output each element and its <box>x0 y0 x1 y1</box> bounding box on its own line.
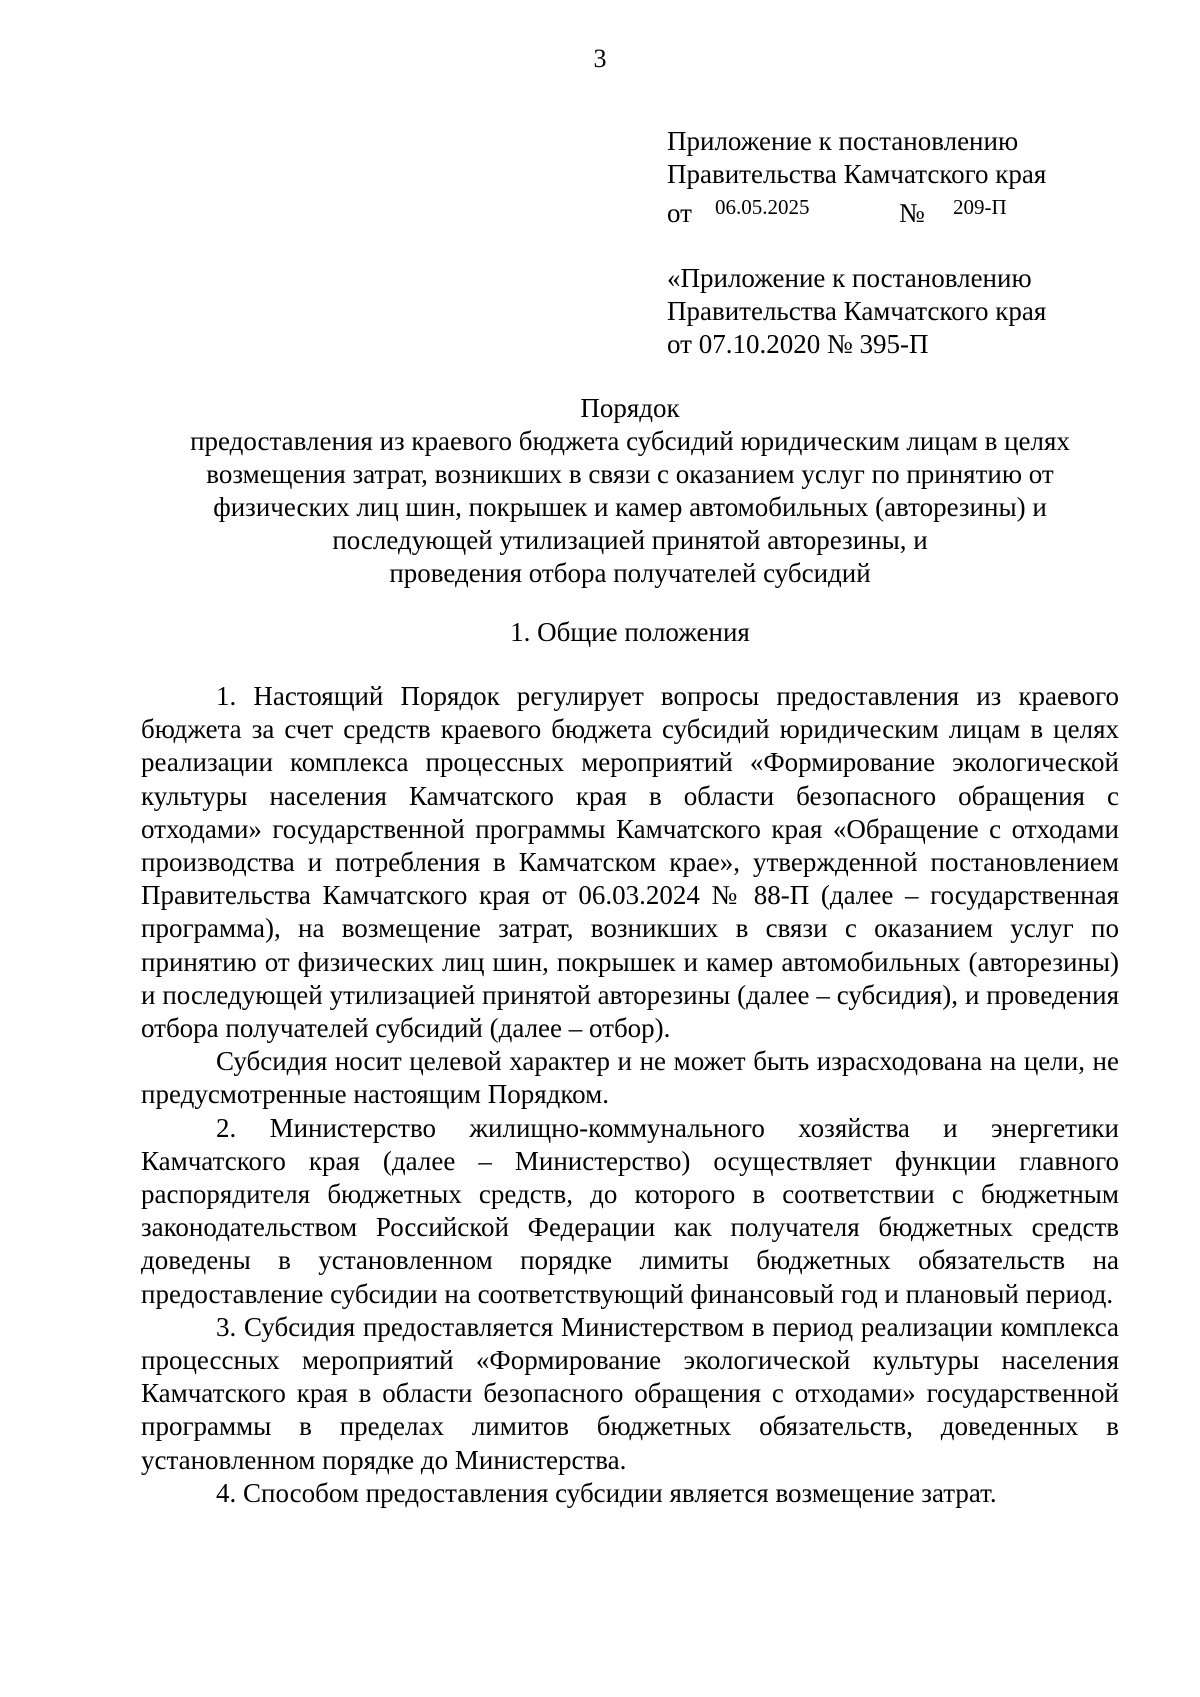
appendix-previous-block <box>667 262 1137 361</box>
appendix-current-line1: Приложение к постановлению <box>667 126 1019 156</box>
resolution-number: 209-П <box>953 195 1007 219</box>
title-heading: Порядок <box>580 393 680 423</box>
document-title <box>140 392 1120 590</box>
paragraph: 4. Способом предоставления субсидии является возмещение затрат. <box>216 1477 997 1508</box>
title-subtitle-line: проведения отбора получателей субсидий <box>389 558 871 588</box>
appendix-current-date-line <box>667 191 1137 228</box>
title-subtitle-line: физических лиц шин, покрышек и камер автомобильных (авторезины) и <box>213 492 1047 522</box>
title-subtitle-line: предоставления из краевого бюджета субсидий юридическим лицам в целях <box>190 426 1070 456</box>
date-prefix: от <box>667 198 692 228</box>
body-text <box>141 680 1119 1510</box>
appendix-previous-line3: от 07.10.2020 № 395-П <box>667 329 929 359</box>
title-subtitle <box>140 425 1120 590</box>
paragraph: 3. Субсидия предоставляется Министерством в период реализации комплекса процессных мероприятий «Формирование экологической культуры населения Камчатского края в области безопасного обращения с отходами» государственной программы в пределах лимитов бюджетных обязательств, доведенных в установленном порядке до Министерства. <box>141 1311 1119 1475</box>
number-sign: № <box>899 198 925 228</box>
page-number: 3 <box>593 44 607 73</box>
appendix-current-block <box>667 125 1137 228</box>
paragraph: 1. Настоящий Порядок регулирует вопросы предоставления из краевого бюджета за счет средств краевого бюджета субсидий юридическим лицам в целях реализации комплекса процессных мероприятий «Формирование экологической культуры населения Камчатского края в области безопасного обращения с отходами» государственной программы Камчатского края «Обращение с отходами производства и потребления в Камчатском крае», утвержденной постановлением Правительства Камчатского края от 06.03.2024 № 88-П (далее – государственная программа), на возмещение затрат, возникших в связи с оказанием услуг по принятию от физических лиц шин, покрышек и камер автомобильных (авторезины) и последующей утилизацией принятой авторезины (далее – субсидия), и проведения отбора получателей субсидий (далее – отбор). <box>141 681 1119 1044</box>
title-subtitle-line: возмещения затрат, возникших в связи с оказанием услуг по принятию от <box>206 459 1054 489</box>
paragraph: 2. Министерство жилищно-коммунального хозяйства и энергетики Камчатского края (далее – Министерство) осуществляет функции главного распорядителя бюджетных средств, до которого в соответствии с бюджетным законодательством Российской Федерации как получателя бюджетных средств доведены в установленном порядке лимиты бюджетных обязательств на предоставление субсидии на соответствующий финансовый год и плановый период. <box>141 1112 1119 1309</box>
appendix-previous-line1: «Приложение к постановлению <box>667 263 1032 293</box>
appendix-previous-line2: Правительства Камчатского края <box>667 296 1047 326</box>
title-subtitle-line: последующей утилизацией принятой авторезины, и <box>332 525 928 555</box>
resolution-date: 06.05.2025 <box>715 195 810 219</box>
section-heading: 1. Общие положения <box>510 617 750 647</box>
appendix-current-line2: Правительства Камчатского края <box>667 159 1047 189</box>
paragraph: Субсидия носит целевой характер и не может быть израсходована на цели, не предусмотренные настоящим Порядком. <box>141 1046 1119 1110</box>
